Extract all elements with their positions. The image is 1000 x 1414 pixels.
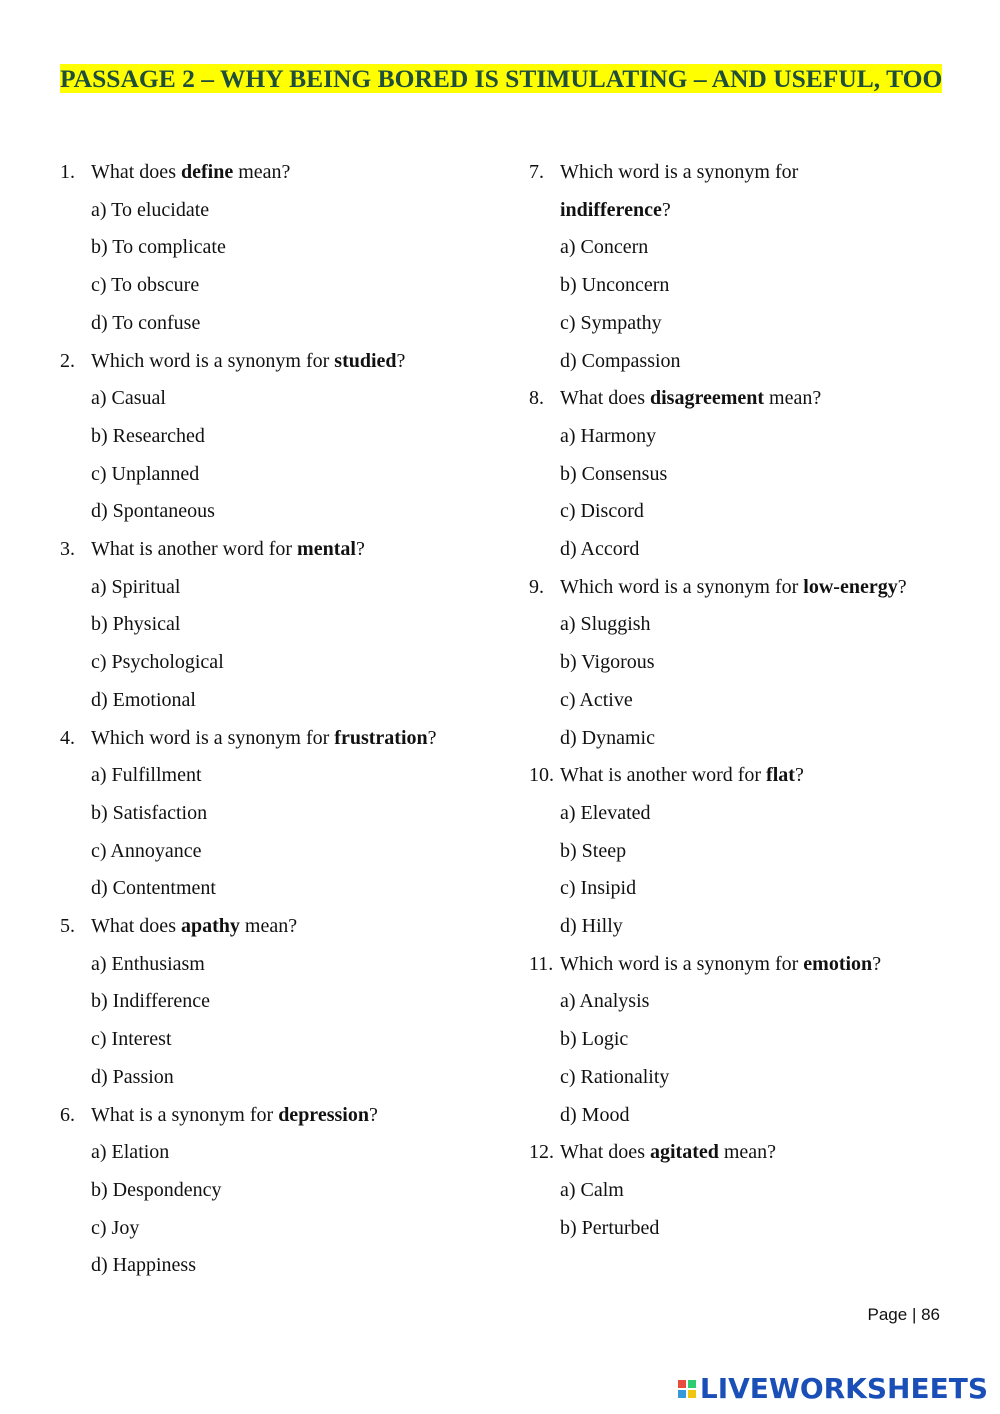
- answer-option: d) Hilly: [560, 915, 623, 938]
- question-item: [529, 569, 969, 758]
- question-item: [529, 1134, 969, 1247]
- answer-option: b) Indifference: [91, 990, 211, 1013]
- question-text-post: ?: [872, 952, 882, 975]
- answer-option: b) Logic: [560, 1028, 629, 1051]
- question-text: [560, 569, 907, 607]
- question-text-post: ?: [427, 726, 437, 749]
- question-number: 7.: [529, 161, 544, 183]
- question-stem: [60, 1097, 500, 1135]
- question-text-pre: What does: [560, 387, 650, 410]
- answer-option: c) Active: [560, 688, 633, 711]
- answer-option: a) Fulfillment: [91, 764, 202, 787]
- question-number: 11.: [529, 952, 554, 975]
- question-text-post: ?: [355, 538, 365, 561]
- question-text-line2: [560, 192, 803, 230]
- answer-option: c) Rationality: [560, 1065, 670, 1088]
- answer-option: a) Harmony: [560, 424, 657, 447]
- question-text-pre: Which word is a synonym for: [91, 726, 335, 749]
- question-text-pre: Which word is a synonym for: [91, 349, 335, 372]
- question-keyword: frustration: [334, 726, 428, 749]
- question-stem: [529, 1134, 969, 1172]
- question-number: 9.: [529, 575, 544, 598]
- answer-option: a) Calm: [560, 1178, 624, 1201]
- left-column: [60, 154, 500, 1285]
- question-text: [560, 1134, 776, 1172]
- question-text: [91, 154, 290, 192]
- answer-option: b) Perturbed: [560, 1216, 660, 1239]
- answer-option: a) Spiritual: [91, 575, 181, 598]
- question-text-pre: What is another word for: [560, 764, 767, 787]
- question-text-post: ?: [396, 349, 406, 372]
- question-number: 8.: [529, 387, 544, 410]
- answer-option: d) Spontaneous: [91, 500, 215, 523]
- question-text: [91, 531, 365, 569]
- question-text: [560, 380, 821, 418]
- answer-option: d) Emotional: [91, 688, 196, 711]
- question-keyword: depression: [278, 1103, 369, 1126]
- question-item: [60, 343, 500, 532]
- answer-option: b) Satisfaction: [91, 801, 208, 824]
- answer-option: a) Elation: [91, 1141, 170, 1164]
- answer-option: b) Steep: [560, 839, 627, 862]
- question-stem: [529, 946, 969, 984]
- answer-option: c) Joy: [91, 1216, 140, 1239]
- question-stem: [529, 380, 969, 418]
- answer-option: d) Contentment: [91, 877, 216, 900]
- question-keyword: apathy: [180, 915, 240, 938]
- answer-option: c) Interest: [91, 1028, 172, 1051]
- question-keyword: low-energy: [803, 575, 898, 598]
- question-text-pre: Which word is a synonym for: [560, 161, 804, 183]
- question-number: 2.: [60, 349, 75, 372]
- answer-option: d) Happiness: [91, 1254, 196, 1277]
- question-keyword: emotion: [803, 952, 873, 975]
- question-text: [560, 757, 804, 795]
- answer-option: b) Researched: [91, 424, 205, 447]
- answer-option: a) Sluggish: [560, 613, 651, 636]
- answer-option: a) Elevated: [560, 801, 651, 824]
- question-text-pre: What is another word for: [91, 538, 298, 561]
- question-text-post: mean?: [239, 915, 298, 938]
- answer-option: c) To obscure: [91, 274, 200, 297]
- right-column: [529, 154, 969, 1247]
- question-text-post: ?: [897, 575, 907, 598]
- answer-option: c) Discord: [560, 500, 644, 523]
- question-keyword: agitated: [649, 1141, 719, 1164]
- question-stem: [60, 720, 500, 758]
- question-item: [60, 720, 500, 909]
- question-stem: [60, 908, 500, 946]
- logo-text: LIVEWORKSHEETS: [699, 1372, 988, 1405]
- question-text-pre: What does: [91, 915, 181, 938]
- answer-option: b) Despondency: [91, 1178, 222, 1201]
- question-number: 10.: [529, 764, 554, 787]
- question-stem: [60, 154, 500, 192]
- question-number: 3.: [60, 538, 75, 561]
- question-text-pre: What is a synonym for: [91, 1103, 279, 1126]
- question-text-post: mean?: [718, 1141, 777, 1164]
- question-keyword: define: [180, 161, 234, 183]
- answer-option: d) Dynamic: [560, 726, 655, 749]
- question-text-post: mean?: [233, 161, 291, 183]
- answer-option: a) Casual: [91, 387, 166, 410]
- question-stem: [529, 757, 969, 795]
- question-keyword: indifference: [560, 198, 662, 221]
- answer-option: c) Insipid: [560, 877, 637, 900]
- question-text: [91, 343, 405, 381]
- question-text-pre: Which word is a synonym for: [560, 575, 804, 598]
- answer-option: d) Compassion: [560, 349, 681, 372]
- question-text: [91, 720, 437, 758]
- answer-option: a) Enthusiasm: [91, 952, 205, 975]
- question-number: 1.: [60, 161, 75, 183]
- question-text: [560, 154, 803, 229]
- question-stem: [60, 531, 500, 569]
- answer-option: b) Unconcern: [560, 274, 670, 297]
- question-text-post: ?: [661, 198, 671, 221]
- logo-icon: [678, 1380, 696, 1398]
- answer-option: a) Concern: [560, 236, 649, 259]
- question-keyword: flat: [766, 764, 795, 787]
- page-title: [60, 55, 950, 103]
- answer-option: c) Annoyance: [91, 839, 202, 862]
- question-keyword: mental: [297, 538, 356, 561]
- question-text-post: ?: [794, 764, 804, 787]
- question-number: 4.: [60, 726, 75, 749]
- question-item: [60, 531, 500, 720]
- question-item: [529, 946, 969, 1135]
- answer-option: d) To confuse: [91, 311, 201, 334]
- question-item: [60, 908, 500, 1097]
- question-keyword: disagreement: [649, 387, 765, 410]
- question-keyword: studied: [334, 349, 397, 372]
- question-text: [560, 946, 881, 984]
- question-text-pre: What does: [560, 1141, 650, 1164]
- question-item: [529, 154, 969, 380]
- liveworksheets-logo[interactable]: [678, 1372, 988, 1405]
- answer-option: b) To complicate: [91, 236, 226, 259]
- answer-option: d) Accord: [560, 538, 640, 561]
- question-number: 12.: [529, 1141, 554, 1164]
- question-text-pre: What does: [91, 161, 181, 183]
- question-item: [60, 1097, 500, 1286]
- answer-option: c) Unplanned: [91, 462, 200, 485]
- question-text-pre: Which word is a synonym for: [560, 952, 804, 975]
- answer-option: d) Mood: [560, 1103, 630, 1126]
- question-item: [60, 154, 500, 343]
- question-number: 6.: [60, 1103, 75, 1126]
- answer-option: c) Psychological: [91, 651, 224, 674]
- question-text: [91, 908, 297, 946]
- question-stem: [529, 154, 969, 229]
- page-title-text: PASSAGE 2 – WHY BEING BORED IS STIMULATING – AND USEFUL, TOO: [60, 64, 943, 93]
- question-text-post: mean?: [764, 387, 822, 410]
- question-stem: [529, 569, 969, 607]
- question-item: [529, 757, 969, 946]
- answer-option: a) To elucidate: [91, 198, 210, 221]
- question-text: [91, 1097, 378, 1135]
- answer-option: b) Vigorous: [560, 651, 655, 674]
- answer-option: d) Passion: [91, 1065, 174, 1088]
- answer-option: b) Consensus: [560, 462, 668, 485]
- question-stem: [60, 343, 500, 381]
- page-number: Page | 86: [867, 1305, 940, 1324]
- answer-option: a) Analysis: [560, 990, 650, 1013]
- question-text-post: ?: [368, 1103, 378, 1126]
- question-item: [529, 380, 969, 569]
- answer-option: c) Sympathy: [560, 311, 662, 334]
- question-number: 5.: [60, 915, 75, 938]
- answer-option: b) Physical: [91, 613, 181, 636]
